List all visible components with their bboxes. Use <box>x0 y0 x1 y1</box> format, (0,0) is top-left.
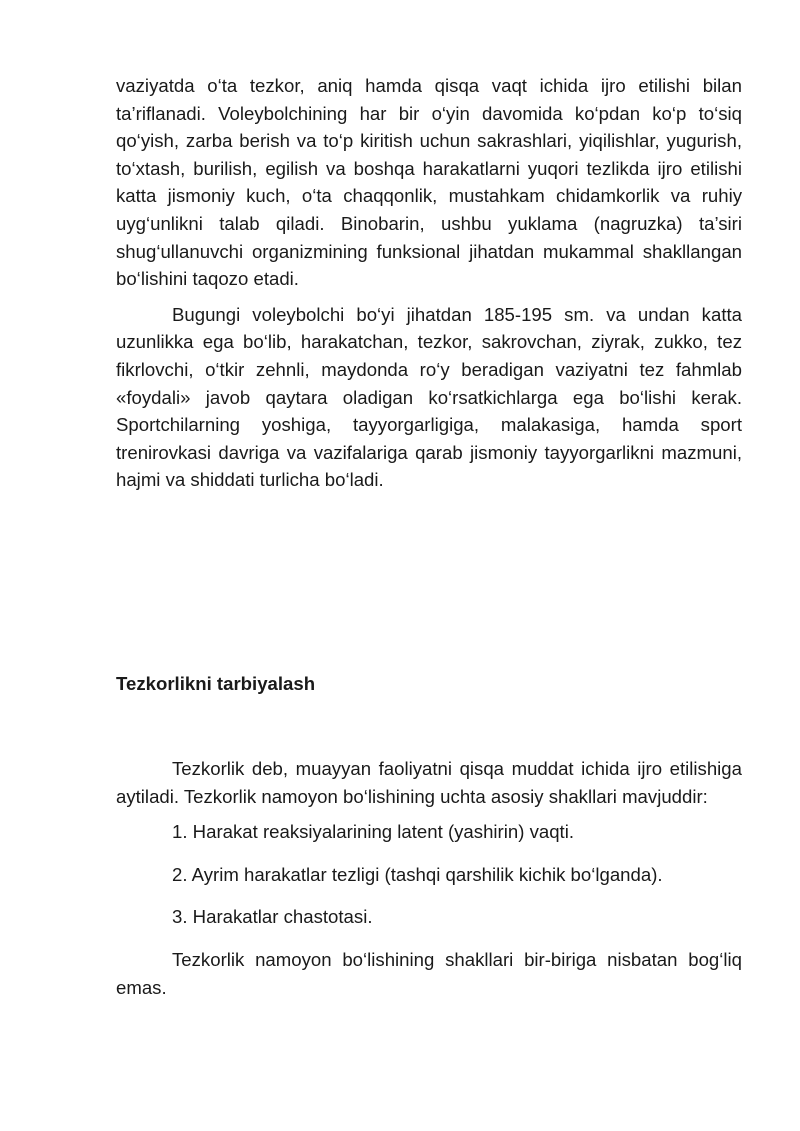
list-item-1: 1. Harakat reaksiyalarining latent (yashirin) vaqti. <box>172 821 575 843</box>
paragraph-speed-definition: Tezkorlik deb, muayyan faoliyatni qisqa muddat ichida ijro etilishiga aytiladi. Tezkorlik namoyon bo‘lishining uchta asosiy shakllari mavjuddir: <box>116 758 742 807</box>
section-speed <box>116 755 742 1009</box>
section-heading: Tezkorlikni tarbiyalash <box>116 673 316 694</box>
document-page <box>116 72 742 998</box>
paragraph-continuation: vaziyatda o‘ta tezkor, aniq hamda qisqa vaqt ichida ijro etilishi bilan ta’riflanadi. Voleybolchining har bir o‘yin davomida ko‘pdan ko‘p to‘siq qo‘yish, zarba berish va to‘p kiritish uchun sakrashlari, yiqilishlar, yugurish, to‘xtash, burilish, egilish va boshqa harakatlarni yuqori tezlikda ijro etilishi katta jismoniy kuch, o‘ta chaqqonlik, mustahkam chidamkorlik va ruhiy uyg‘unlikni talab qiladi. Binobarin, ushbu yuklama (nagruzka) ta’siri shug‘ullanuvchi organizmining funksional jihatdan mukammal shakllangan bo‘lishini taqozo etadi. <box>116 75 742 290</box>
paragraph-volleyball-player: Bugungi voleybolchi bo‘yi jihatdan 185-195 sm. va undan katta uzunlikka ega bo‘lib, harakatchan, tezkor, sakrovchan, ziyrak, zukko, tez fikrlovchi, o‘tkir zehnli, maydonda ro‘y beradigan vaziyatni tez fahmlab «foydali» javob qaytara oladigan ko‘rsatkichlarga ega bo‘lishi kerak. Sportchilarning yoshiga, tayyorgarligiga, malakasiga, hamda sport trenirovkasi davriga va vazifalariga qarab jismoniy tayyorgarlikni mazmuni, hajmi va shiddati turlicha bo‘ladi. <box>116 303 742 491</box>
list-item-2: 2. Ayrim harakatlar tezligi (tashqi qarshilik kichik bo‘lganda). <box>172 863 663 885</box>
paragraph-closing: Tezkorlik namoyon bo‘lishining shakllari bir-biriga nisbatan bog‘liq emas. <box>116 948 742 998</box>
list-item-3: 3. Harakatlar chastotasi. <box>172 906 373 928</box>
